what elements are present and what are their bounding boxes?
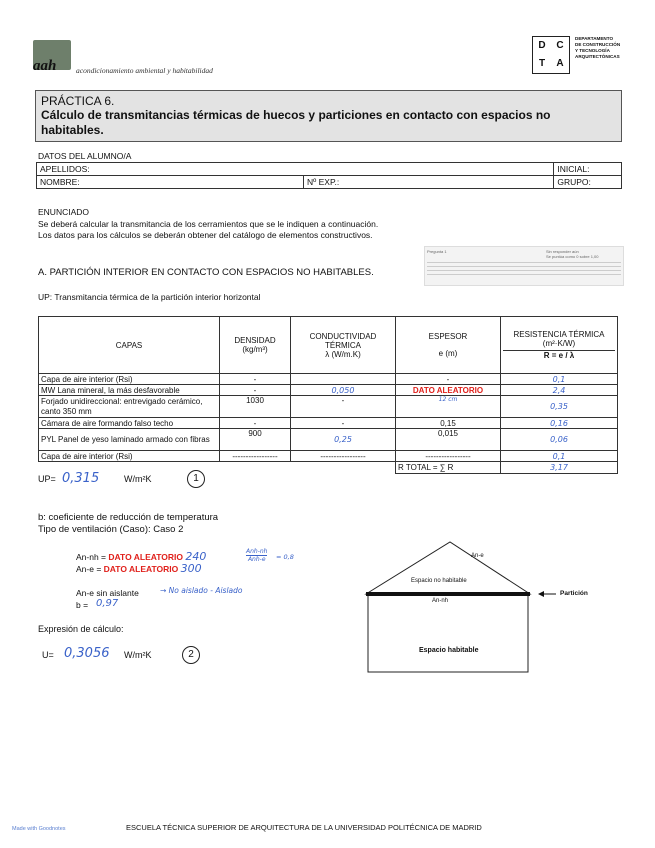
b-value[interactable]: 0,97 xyxy=(96,598,119,609)
exp-field[interactable]: Nº EXP.: xyxy=(304,176,554,189)
enunciado-line1: Se deberá calcular la transmitancia de los cerramientos que se le indiquen a continuación. xyxy=(38,219,379,229)
insulation-hand: → No aislado - Aislado xyxy=(160,586,243,595)
up-label: UP= xyxy=(38,474,56,484)
layer-row: PYL Panel de yeso laminado armado con fibras 900 0,25 0,015 0,06 xyxy=(39,429,618,451)
answer-number-1: 1 xyxy=(187,470,205,488)
u-unit: W/m²K xyxy=(124,650,152,660)
layer-row: Cámara de aire formando falso techo - - 0,15 0,16 xyxy=(39,418,618,429)
b-label: b = xyxy=(76,600,89,610)
header-conductividad: CONDUCTIVIDAD TÉRMICA λ (W/m.K) xyxy=(291,317,396,374)
ratio-result: = 0,8 xyxy=(276,553,294,561)
header-espesor: ESPESOR e (m) xyxy=(396,317,501,374)
layer-row: MW Lana mineral, la más desfavorable - 0,050 DATO ALEATORIO 2,4 xyxy=(39,385,618,396)
layer-row: Capa de aire interior (Rsi) - - 0,1 xyxy=(39,374,618,385)
partition-diagram xyxy=(360,540,600,680)
dcta-department-name: DEPARTAMENTO DE CONSTRUCCIÓN Y TECNOLOGÍA ARQUITECTÓNICAS xyxy=(575,36,621,59)
nombre-field[interactable]: NOMBRE: xyxy=(37,176,304,189)
total-value: 3,17 xyxy=(501,462,618,474)
anh-row: An-nh = DATO ALEATORIO 240 xyxy=(76,550,207,563)
diagram-anh: An-nh xyxy=(432,598,449,604)
layer-row: Capa de aire interior (Rsi) ----------------- ----------------- ----------------- 0,1 xyxy=(39,451,618,462)
aah-logo-subtitle: acondicionamiento ambiental y habitabilidad xyxy=(76,66,213,75)
header-resistencia: RESISTENCIA TÉRMICA (m²·K/W) R = e / λ xyxy=(501,317,618,374)
u-value[interactable]: 0,3056 xyxy=(64,646,110,661)
grupo-field[interactable]: GRUPO: xyxy=(554,176,622,189)
up-description: UP: Transmitancia térmica de la partición interior horizontal xyxy=(38,292,261,302)
up-unit: W/m²K xyxy=(124,474,152,484)
header-densidad: DENSIDAD (kg/m³) xyxy=(220,317,291,374)
enunciado-line2: Los datos para los cálculos se deberán obtener del catálogo de elementos constructivos. xyxy=(38,230,373,240)
ventilation-type: Tipo de ventilación (Caso): Caso 2 xyxy=(38,524,184,535)
partA-heading: A. PARTICIÓN INTERIOR EN CONTACTO CON ESPACIOS NO HABITABLES. xyxy=(38,267,374,278)
student-section-title: DATOS DEL ALUMNO/A xyxy=(38,151,132,161)
practice-title-box xyxy=(35,90,622,142)
insulation-label: An-e sin aislante xyxy=(76,588,139,598)
student-data-table xyxy=(36,162,622,189)
layers-table xyxy=(38,316,618,474)
aah-logo-text: aah xyxy=(33,58,57,74)
diagram-ane: An-e xyxy=(471,553,484,559)
layer-row: Forjado unidireccional: entrevigado cerámico, canto 350 mm 1030 - 12 cm 0,35 xyxy=(39,396,618,418)
question-note: Pregunta 1 Sin responder aún Se puntúa como 0 sobre 1,00 xyxy=(424,246,624,286)
up-value[interactable]: 0,315 xyxy=(62,471,100,486)
ratio-hand: Anh-nh Anh-e xyxy=(246,548,268,563)
header-capas: CAPAS xyxy=(39,317,220,374)
ane-row: An-e = DATO ALEATORIO 300 xyxy=(76,562,202,575)
answer-number-2: 2 xyxy=(182,646,200,664)
dcta-logo: D C T A xyxy=(532,36,570,74)
inicial-field[interactable]: INICIAL: xyxy=(554,163,622,176)
partB-heading: b: coeficiente de reducción de temperatura xyxy=(38,512,219,523)
practice-number: PRÁCTICA 6. xyxy=(41,94,115,108)
u-label: U= xyxy=(42,650,54,660)
diagram-no-habitable: Espacio no habitable xyxy=(411,578,467,584)
total-label: R TOTAL = ∑ R xyxy=(396,462,501,474)
footer-school: ESCUELA TÉCNICA SUPERIOR DE ARQUITECTURA DE LA UNIVERSIDAD POLITÉCNICA DE MADRID xyxy=(126,823,482,832)
diagram-habitable: Espacio habitable xyxy=(419,647,479,654)
apellidos-field[interactable]: APELLIDOS: xyxy=(37,163,554,176)
goodnotes-badge: Made with Goodnotes xyxy=(12,826,66,832)
expression-label: Expresión de cálculo: xyxy=(38,624,124,634)
total-row xyxy=(39,462,618,474)
diagram-particion: Partición xyxy=(560,590,588,597)
practice-subject: Cálculo de transmitancias térmicas de huecos y particiones en contacto con espacios no habitables. xyxy=(41,108,551,137)
enunciado-heading: ENUNCIADO xyxy=(38,207,90,217)
